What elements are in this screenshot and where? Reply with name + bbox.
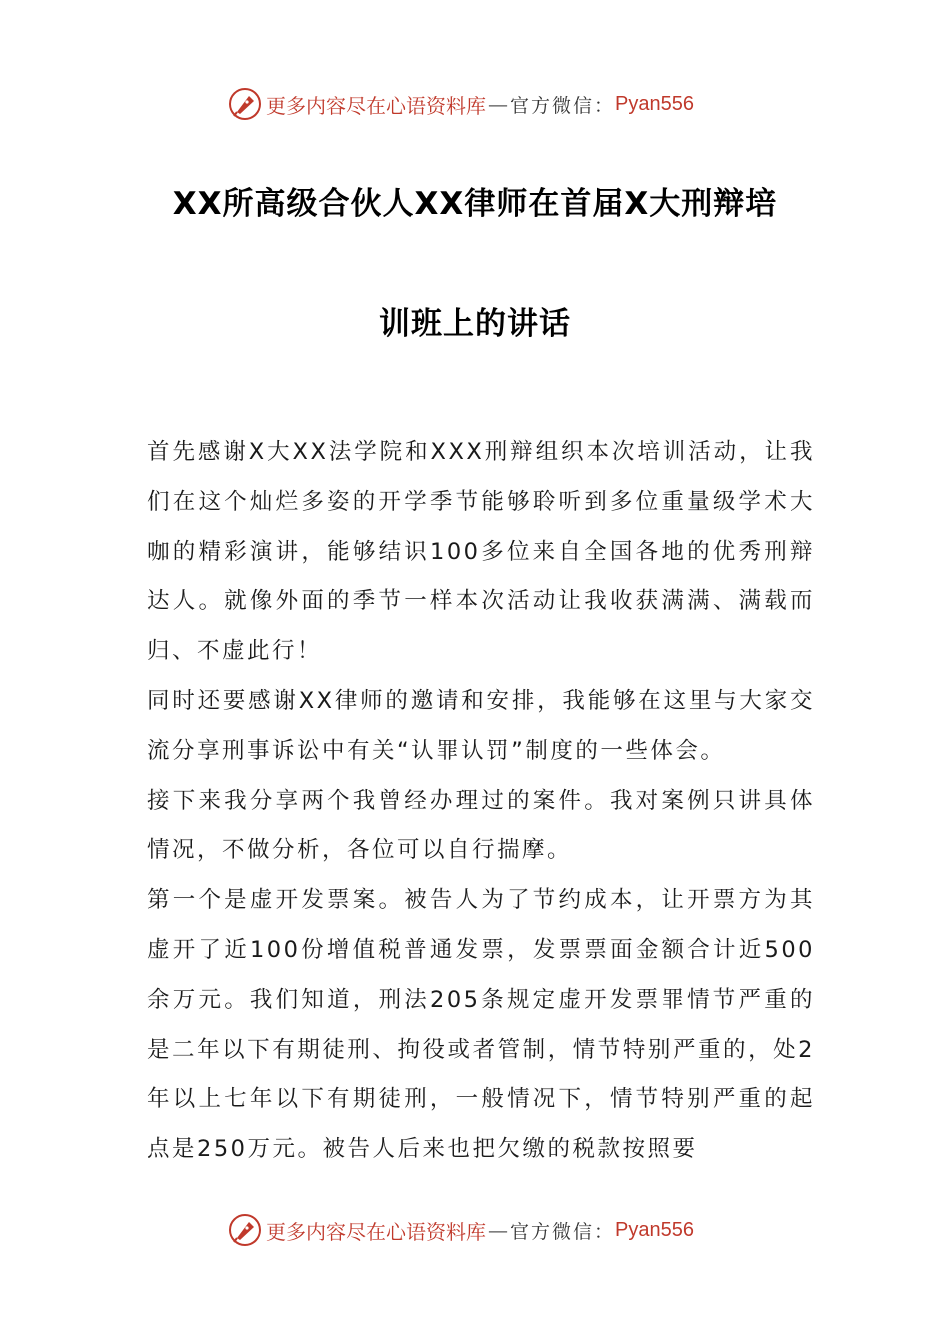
paragraph: 接下来我分享两个我曾经办理过的案件。我对案例只讲具体情况，不做分析，各位可以自行揣摩。 xyxy=(147,787,815,864)
watermark-brand-text: 更多内容尽在心语资料库 xyxy=(266,1219,486,1244)
document-body xyxy=(147,428,815,1175)
watermark-separator: — xyxy=(488,92,508,116)
footer-watermark xyxy=(228,1210,694,1250)
watermark-contact-id: Pyan556 xyxy=(615,1218,694,1241)
watermark-contact-label: 官方微信： xyxy=(510,94,616,117)
paragraph: 同时还要感谢XX律师的邀请和安排，我能够在这里与大家交流分享刑事诉讼中有关“认罪认罚”制度的一些体会。 xyxy=(147,687,815,764)
watermark-brand-text: 更多内容尽在心语资料库 xyxy=(266,93,486,118)
document-title-line-2: 训班上的讲话 xyxy=(379,306,571,342)
watermark-contact-id: Pyan556 xyxy=(615,92,694,115)
paragraph: 第一个是虚开发票案。被告人为了节约成本，让开票方为其虚开了近100份增值税普通发票，发票票面金额合计近500余万元。我们知道，刑法205条规定虚开发票罪情节严重的是二年以下有期徒刑、拘役或者管制，情节特别严重的，处2年以上七年以下有期徒刑，一般情况下，情节特别严重的起点是250万元。被告人后来也把欠缴的税款按照要 xyxy=(147,887,815,1163)
pen-nib-icon xyxy=(228,1213,262,1247)
watermark-contact-label: 官方微信： xyxy=(510,1220,616,1243)
paragraph: 首先感谢X大XX法学院和XXX刑辩组织本次培训活动，让我们在这个灿烂多姿的开学季节能够聆听到多位重量级学术大咖的精彩演讲，能够结识100多位来自全国各地的优秀刑辩达人。就像外面的季节一样本次活动让我收获满满、满载而归、不虚此行！ xyxy=(147,439,815,665)
header-watermark xyxy=(228,84,694,124)
watermark-separator: — xyxy=(488,1218,508,1242)
document-title-line-1: XX所高级合伙人XX律师在首届X大刑辩培 xyxy=(172,186,778,222)
pen-nib-icon xyxy=(228,87,262,121)
